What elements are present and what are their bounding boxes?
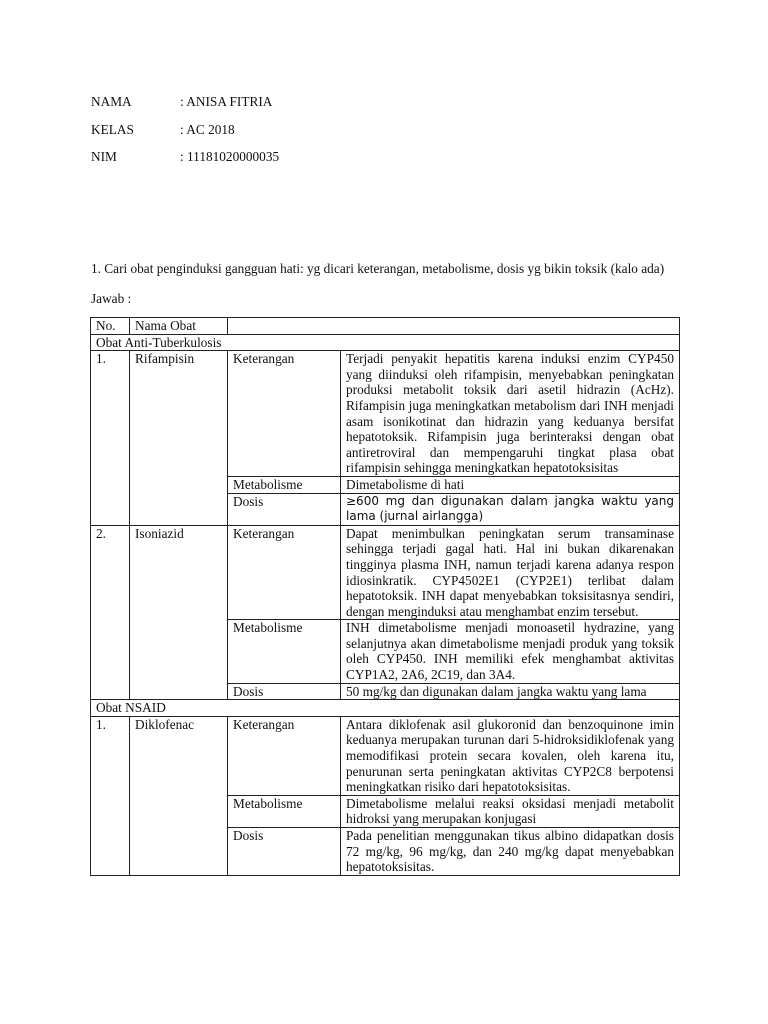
field-text: Dimetabolisme di hati xyxy=(341,476,680,493)
field-label: Metabolisme xyxy=(228,620,341,683)
field-label: Keterangan xyxy=(228,525,341,620)
header-no: No. xyxy=(91,318,130,335)
drug-no: 1. xyxy=(91,716,130,875)
field-label: Dosis xyxy=(228,683,341,700)
field-label: Keterangan xyxy=(228,351,341,477)
field-label: Metabolisme xyxy=(228,795,341,827)
nim-value: : 11181020000035 xyxy=(180,149,280,164)
field-text: Dimetabolisme melalui reaksi oksidasi menjadi metabolit hidroksi yang merupakan konjugasi xyxy=(341,795,680,827)
name-value: : ANISA FITRIA xyxy=(180,94,273,109)
class-value: : AC 2018 xyxy=(180,122,235,137)
class-label: KELAS xyxy=(91,122,134,137)
field-label: Dosis xyxy=(228,493,341,525)
field-text: Dapat menimbulkan peningkatan serum transaminase sehingga terjadi gagal hati. Hal ini bukan dikarenakan tingginya plasma INH, namun terjadi karena adanya respon idiosinkratik. CYP4502E1 (CYP2E1) terlibat dalam hepatotoksik. INH dapat menyebabkan toksisitasnya sendiri, dengan menginduksi atau menghambat enzim tersebut. xyxy=(341,525,680,620)
field-label: Dosis xyxy=(228,828,341,876)
field-text: Antara diklofenak asil glukoronid dan benzoquinone imin keduanya merupakan turunan dari 5-hidroksidiklofenak yang memodifikasi protein secara kovalen, oleh karena itu, penurunan serta peningkatan aktivitas CYP2C8 berpotensi meningkatkan risiko dari hepatotoksisitas. xyxy=(341,716,680,795)
table-row xyxy=(91,716,680,795)
drug-name: Rifampisin xyxy=(130,351,228,526)
group-title: Obat Anti-Tuberkulosis xyxy=(91,334,680,351)
field-text: Pada penelitian menggunakan tikus albino didapatkan dosis 72 mg/kg, 96 mg/kg, dan 240 mg/kg dapat menyebabkan hepatotoksisitas. xyxy=(341,828,680,876)
drug-no: 1. xyxy=(91,351,130,526)
field-text: Terjadi penyakit hepatitis karena induksi enzim CYP450 yang diinduksi oleh rifampisin, menyebabkan peningkatan produksi metabolit toksik dari asetil hidrazin (AcHz). Rifampisin juga meningkatkan metabolism dari INH menjadi asam isonikotinat dan hidrazin yang keduanya bersifat hepatotoksik. Rifampisin juga berinteraksi dengan obat antiretroviral dan mempengaruhi tingkat plasa obat rifampisin sehingga meningkatkan hepatotoksisitas xyxy=(341,351,680,477)
group-row xyxy=(91,700,680,717)
table-row xyxy=(91,525,680,620)
drug-table xyxy=(90,317,680,876)
header-empty xyxy=(228,318,680,335)
group-row xyxy=(91,334,680,351)
drug-no: 2. xyxy=(91,525,130,700)
table-row xyxy=(91,351,680,477)
field-text: 50 mg/kg dan digunakan dalam jangka waktu yang lama xyxy=(341,683,680,700)
group-title: Obat NSAID xyxy=(91,700,680,717)
header-drug-name: Nama Obat xyxy=(130,318,228,335)
nim-label: NIM xyxy=(91,149,117,164)
field-text: INH dimetabolisme menjadi monoasetil hydrazine, yang selanjutnya akan dimetabolisme menjadi produk yang toksik oleh CYP450. INH memiliki efek menghambat aktivitas CYP1A2, 2A6, 2C19, dan 3A4. xyxy=(341,620,680,683)
name-label: NAMA xyxy=(91,94,132,109)
answer-label: Jawab : xyxy=(91,291,132,306)
field-label: Metabolisme xyxy=(228,476,341,493)
drug-name: Diklofenac xyxy=(130,716,228,875)
field-label: Keterangan xyxy=(228,716,341,795)
question-text: 1. Cari obat penginduksi gangguan hati: yg dicari keterangan, metabolisme, dosis yg bikin toksik (kalo ada) xyxy=(91,261,665,276)
drug-name: Isoniazid xyxy=(130,525,228,700)
field-text: ≥600 mg dan digunakan dalam jangka waktu yang lama (jurnal airlangga) xyxy=(341,493,680,525)
table-header-row xyxy=(91,318,680,335)
